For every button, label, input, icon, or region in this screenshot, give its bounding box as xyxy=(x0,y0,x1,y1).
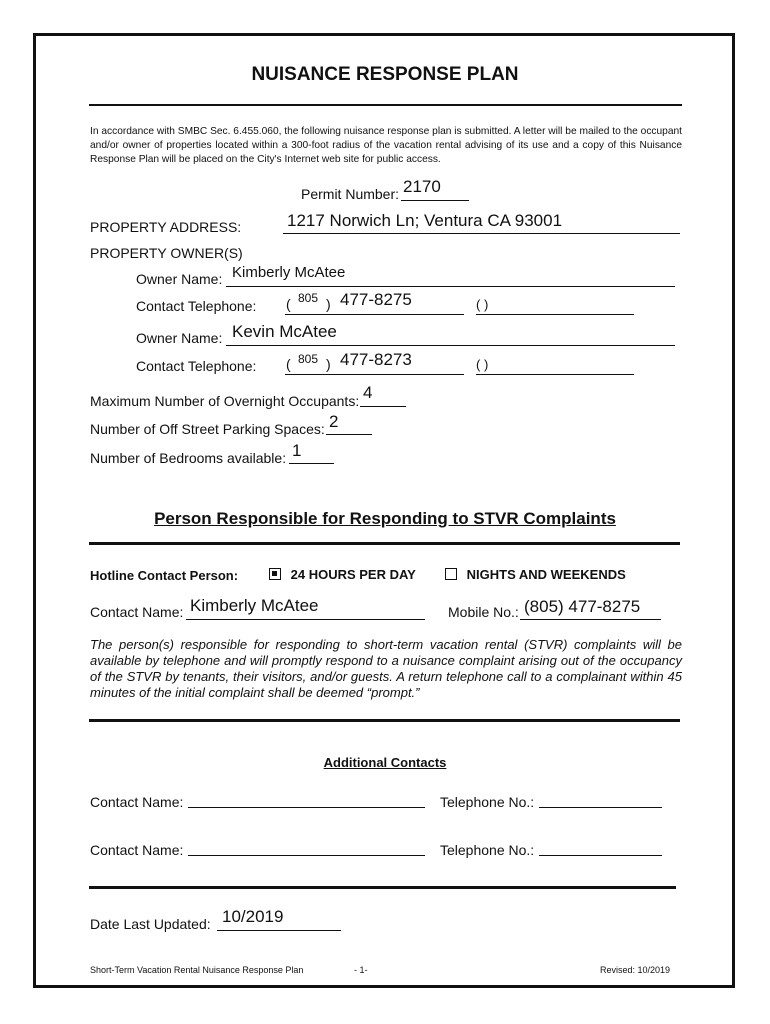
checkbox-nights[interactable] xyxy=(445,568,457,580)
owner-alt-phone[interactable]: ( ) xyxy=(476,297,489,312)
paren-close: ) xyxy=(326,296,331,312)
bedrooms-value[interactable]: 1 xyxy=(292,441,302,460)
date-updated-underline xyxy=(217,930,341,931)
responsibility-divider xyxy=(89,719,680,722)
additional-contacts-heading: Additional Contacts xyxy=(323,755,447,770)
owner-name-label: Owner Name: xyxy=(136,330,223,346)
contact-name-value[interactable]: Kimberly McAtee xyxy=(190,596,319,615)
option-24h-label: 24 HOURS PER DAY xyxy=(290,567,416,582)
owner-name-value[interactable]: Kevin McAtee xyxy=(232,322,337,341)
mobile-underline xyxy=(520,619,661,620)
parking-label: Number of Off Street Parking Spaces: xyxy=(90,421,325,437)
hotline-label: Hotline Contact Person: xyxy=(90,568,239,583)
owner-name-value[interactable]: Kimberly McAtee xyxy=(232,264,346,281)
paren-open: ( xyxy=(286,296,291,312)
checkbox-24h[interactable] xyxy=(269,568,281,580)
additional-telephone-label: Telephone No.: xyxy=(440,794,535,810)
option-nights[interactable] xyxy=(445,567,626,582)
mobile-label: Mobile No.: xyxy=(448,604,519,620)
occupants-label: Maximum Number of Overnight Occupants: xyxy=(90,393,360,409)
owner-alt-phone[interactable]: ( ) xyxy=(476,357,489,372)
occupants-value[interactable]: 4 xyxy=(363,383,373,402)
owner-area-code[interactable]: 805 xyxy=(298,291,319,305)
property-address-label: PROPERTY ADDRESS: xyxy=(90,219,242,235)
owner-telephone-label: Contact Telephone: xyxy=(136,358,257,374)
paren-close: ) xyxy=(326,356,331,372)
bedrooms-underline xyxy=(289,463,334,464)
responsible-divider xyxy=(89,542,680,545)
owner-area-code[interactable]: 805 xyxy=(298,352,319,366)
responsible-heading: Person Responsible for Responding to STVR Complaints xyxy=(154,509,616,528)
bedrooms-label: Number of Bedrooms available: xyxy=(90,450,287,466)
additional-contact-name-label: Contact Name: xyxy=(90,842,184,858)
title-divider xyxy=(89,104,682,106)
paren-open: ( xyxy=(286,356,291,372)
owner-name-label: Owner Name: xyxy=(136,271,223,287)
footer-revised: Revised: 10/2019 xyxy=(600,965,671,975)
additional-telephone-field[interactable] xyxy=(539,807,662,808)
permit-underline xyxy=(401,200,469,201)
responsibility-paragraph: The person(s) responsible for responding to short-term vacation rental (STVR) complaints will be available by telephone and will promptly respond to a nuisance complaint arising out of the occupancy of the STVR by tenants, their visitors, and/or guests. A return telephone call to a complainant within 45 minutes of the initial complaint shall be deemed “prompt.” xyxy=(90,637,682,700)
property-address-underline xyxy=(283,233,680,234)
date-updated-label: Date Last Updated: xyxy=(90,916,211,932)
footer-document-name: Short-Term Vacation Rental Nuisance Response Plan xyxy=(90,965,304,975)
additional-contact-name-field[interactable] xyxy=(188,855,425,856)
parking-value[interactable]: 2 xyxy=(329,412,339,431)
owner-phone-underline xyxy=(285,374,464,375)
owner-alt-phone-underline xyxy=(476,314,634,315)
contact-name-underline xyxy=(186,619,425,620)
permit-label: Permit Number: xyxy=(301,186,400,202)
owner-phone-underline xyxy=(285,314,464,315)
additional-telephone-field[interactable] xyxy=(539,855,662,856)
occupants-underline xyxy=(360,406,406,407)
footer-page-number: - 1- xyxy=(354,965,368,975)
contact-name-label: Contact Name: xyxy=(90,604,184,620)
owners-heading: PROPERTY OWNER(S) xyxy=(90,245,243,261)
option-24h[interactable] xyxy=(269,567,416,582)
owner-phone-number[interactable]: 477-8275 xyxy=(340,290,412,309)
owner-telephone-label: Contact Telephone: xyxy=(136,298,257,314)
owner-alt-phone-underline xyxy=(476,374,634,375)
additional-contact-name-label: Contact Name: xyxy=(90,794,184,810)
intro-paragraph: In accordance with SMBC Sec. 6.455.060, the following nuisance response plan is submitted. A letter will be mailed to the occupant and/or owner of properties located within a 300-foot radius of the vacation rental advising of its use and a copy of this Nuisance Response Plan will be placed on the City's Internet web site for public access. xyxy=(90,126,682,165)
parking-underline xyxy=(326,434,372,435)
option-nights-label: NIGHTS AND WEEKENDS xyxy=(466,567,626,582)
owner-phone-number[interactable]: 477-8273 xyxy=(340,350,412,369)
additional-divider xyxy=(89,886,676,889)
property-address-value[interactable]: 1217 Norwich Ln; Ventura CA 93001 xyxy=(287,211,563,230)
owner-name-underline xyxy=(226,286,675,287)
additional-telephone-label: Telephone No.: xyxy=(440,842,535,858)
mobile-value[interactable]: (805) 477-8275 xyxy=(524,597,641,616)
additional-contact-name-field[interactable] xyxy=(188,807,425,808)
date-updated-value[interactable]: 10/2019 xyxy=(222,907,284,926)
owner-name-underline xyxy=(226,345,675,346)
page-title: NUISANCE RESPONSE PLAN xyxy=(251,64,519,85)
permit-value[interactable]: 2170 xyxy=(403,177,441,196)
